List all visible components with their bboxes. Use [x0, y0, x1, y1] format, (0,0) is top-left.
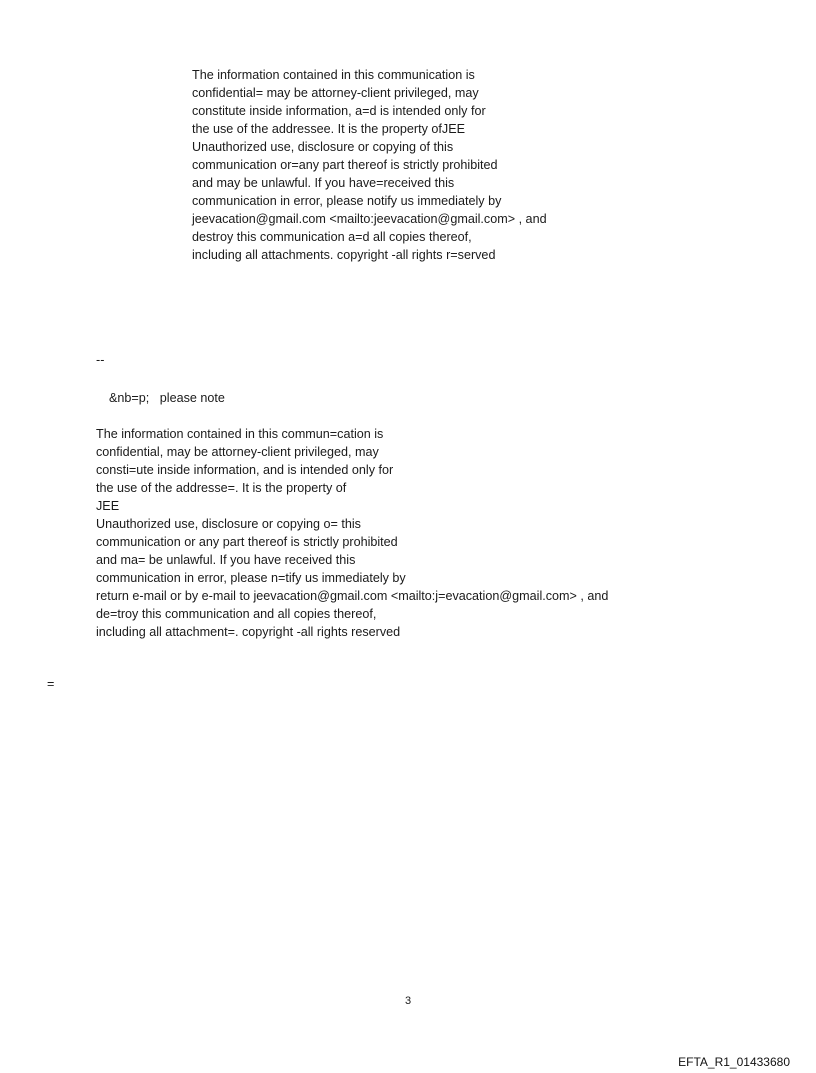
notice-2-line: JEE	[96, 499, 120, 513]
notice-1-line: Unauthorized use, disclosure or copying of this	[192, 140, 454, 154]
notice-1-line: communication or=any part thereof is strictly prohibited	[192, 158, 498, 172]
notice-2-line: return e-mail or by e-mail to jeevacation@gmail.com <mailto:j=evacation@gmail.com> , and	[96, 589, 609, 603]
confidentiality-notice-1	[192, 66, 547, 264]
note-heading: &nb=p; please note	[109, 391, 225, 405]
notice-2-line: and ma= be unlawful. If you have received this	[96, 553, 356, 567]
signature-separator: --	[96, 353, 105, 367]
page-number: 3	[404, 995, 412, 1007]
notice-2-line: the use of the addresse=. It is the property of	[96, 481, 347, 495]
notice-2-line: communication or any part thereof is strictly prohibited	[96, 535, 398, 549]
notice-2-line: communication in error, please n=tify us immediately by	[96, 571, 406, 585]
stray-equals-mark: =	[47, 677, 55, 691]
document-id: EFTA_R1_01433680	[678, 1055, 790, 1069]
notice-1-line: communication in error, please notify us immediately by	[192, 194, 502, 208]
notice-1-line: and may be unlawful. If you have=received this	[192, 176, 455, 190]
notice-1-line: jeevacation@gmail.com <mailto:jeevacation@gmail.com> , and	[192, 212, 547, 226]
notice-1-line: including all attachments. copyright -all rights r=served	[192, 248, 496, 262]
notice-2-line: including all attachment=. copyright -all rights reserved	[96, 625, 401, 639]
confidentiality-notice-2	[96, 425, 608, 641]
notice-1-line: constitute inside information, a=d is intended only for	[192, 104, 486, 118]
notice-1-line: confidential= may be attorney-client privileged, may	[192, 86, 479, 100]
notice-2-line: consti=ute inside information, and is intended only for	[96, 463, 394, 477]
notice-1-line: The information contained in this communication is	[192, 68, 475, 82]
notice-1-line: destroy this communication a=d all copies thereof,	[192, 230, 472, 244]
notice-2-line: confidential, may be attorney-client privileged, may	[96, 445, 379, 459]
notice-1-line: the use of the addressee. It is the property ofJEE	[192, 122, 466, 136]
notice-2-line: de=troy this communication and all copies thereof,	[96, 607, 377, 621]
notice-2-line: Unauthorized use, disclosure or copying o= this	[96, 517, 361, 531]
notice-2-line: The information contained in this commun=cation is	[96, 427, 384, 441]
